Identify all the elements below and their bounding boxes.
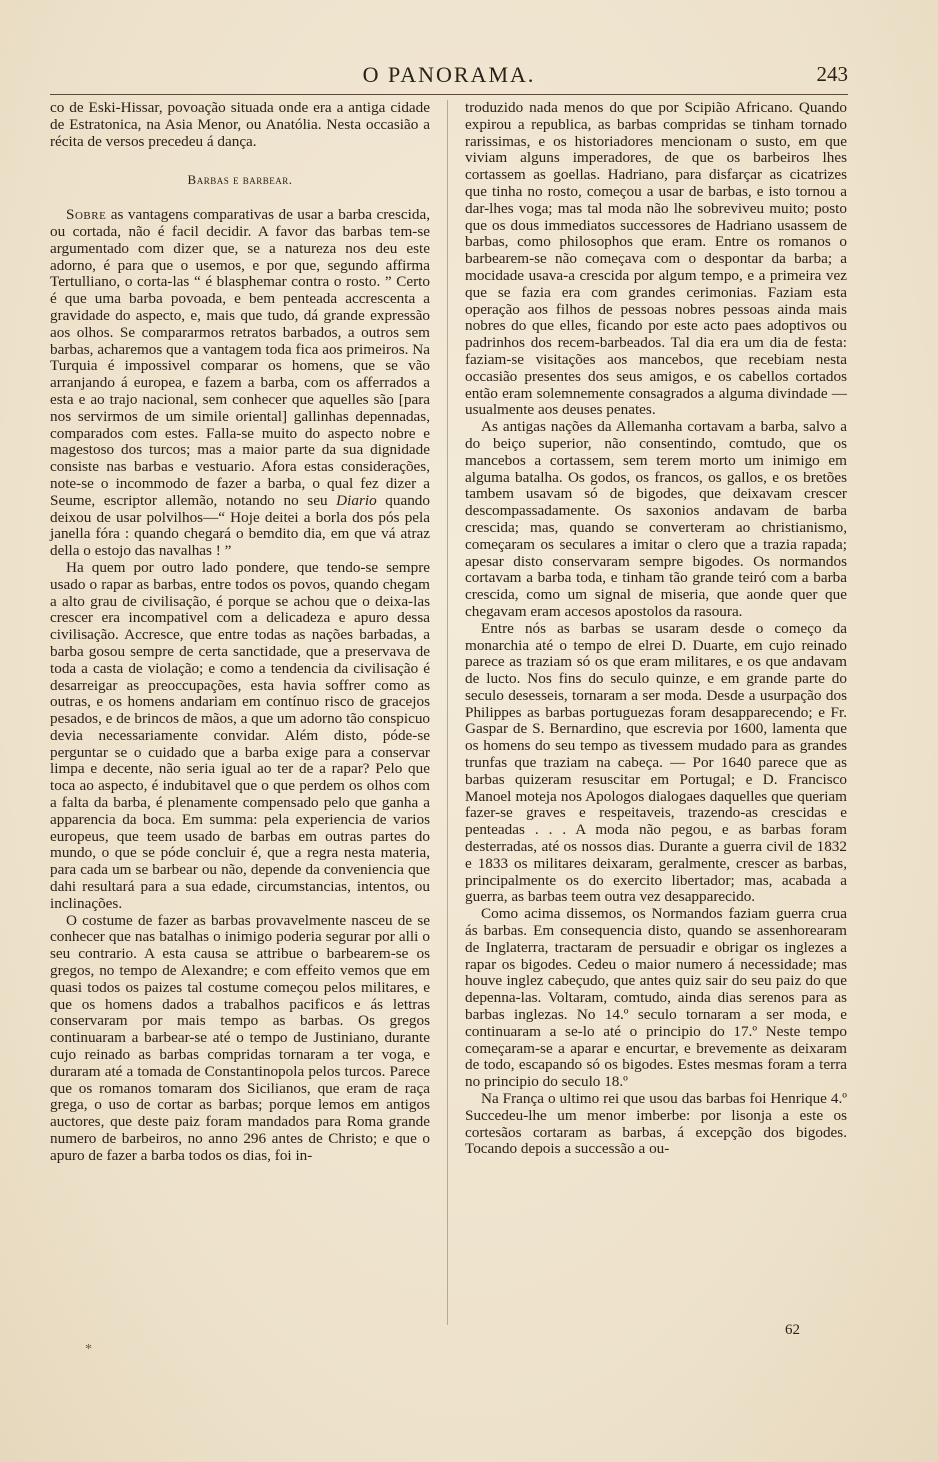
paragraph: O costume de fazer as barbas provavelmente nasceu de se conhecer que nas batalhas o inimigo poderia segurar por alli o seu contrario. A esta causa se attribue o barbearem-se os gregos, no tempo de Alexandre; e com effeito vemos que em quasi todos os paizes tal costume começou pelos militares, e que os homens dados a trabalhos pacificos e ás lettras conservaram por mais tempo as barbas. Os gregos continuaram a barbear-se até o tempo de Justiniano, durante cujo reinado as barbas compridas tornaram a ter voga, e duraram até a tomada de Constantinopola pelos turcos. Parece que os romanos tomaram dos Sicilianos, que eram de raça grega, o uso de cortar as barbas; porque lemos em antigos auctores, que deste paiz foram mandados para Roma grande numero de barbeiros, no anno 296 antes de Christo; e que o apuro de fazer a barba todos os dias, foi in- [50,911,430,1164]
paragraph: Como acima dissemos, os Normandos faziam guerra crua ás barbas. Em consequencia disto, quando se assenhorearam de Inglaterra, tractaram de persuadir e obrigar os inglezes a rapar os bigodes. Cedeu o maior numero á necessidade; mas houve inglez cabeçudo, que antes quiz sair do seu paiz do que depenna-las. Voltaram, comtudo, ainda dias serenos para as barbas inglezas. No 14.º seculo tornaram a ser moda, e continuaram a se-lo até o principio do 17.º Neste tempo começaram-se a aparar e encurtar, e brevemente as deixaram de todo, escapando só os bigodes. Estes mesmas foram a terra no principio do seculo 18.º [465,905,847,1091]
printer-mark: * [85,1342,92,1357]
page-header [50,62,848,90]
paragraph-intro [50,207,430,560]
page-number: 243 [816,62,848,86]
paragraph: Na França o ultimo rei que usou das barbas foi Henrique 4.º Succedeu-lhe um menor imberbe: por lisonja a este os cortesãos cortaram as barbas, á excepção dos bigodes. Tocando depois a successão a ou- [465,1090,847,1158]
section-title: Barbas e barbear. [187,172,293,188]
continued-paragraph: troduzido nada menos do que por Scipião Africano. Quando expirou a republica, as barbas compridas se tinham tornado rarissimas, e os historiadores mencionam o susto, em que viviam alguns imperadores, de que os barbeiros lhes cortassem as goellas. Hadriano, para disfarçar as cicatrizes que tinha no rosto, começou a usar de barbas, e isto tornou a dar-lhes voga; mas tal moda não lhe sobreviveu muito; posto que os dous immediatos successores de Hadriano usassem de barbas, como philosophos que eram. Entre os romanos o barbearem-se não começava com o despontar da barba; a mocidade usava-a crescida por algum tempo, e a primeira vez que se fazia era com grandes cerimonias. Faziam esta operação aos filhos de pessoas nobres pessoas ainda mais nobres do que elles, ficando por este acto paes adoptivos ou padrinhos dos recem-barbeados. Tal dia era um dia de festa: faziam-se visitações aos mancebos, que recebiam nesta occasião presentes dos seus amigos, e os cabellos cortados então eram solemnemente consagrados a alguma divindade — usualmente aos deuses penates. [465,99,847,419]
paragraph-intro-end: quando deixou de usar polvilhos—“ Hoje deitei a borla dos pós pela janella fóra : quando chegará o bemdito dia, em que vá atraz della o estojo das navalhas ! ” [50,491,430,560]
left-column [50,100,430,1165]
paragraph: Entre nós as barbas se usaram desde o começo da monarchia até o tempo de elrei D. Duarte, em cujo reinado parece as traziam só os que eram militares, e os que andavam de lucto. Nos fins do seculo quinze, e em grande parte do seculo desesseis, tornaram a ser moda. Desde a usurpação dos Philippes as barbas portuguezas foram desapparecendo; e Fr. Gaspar de S. Bernardino, que escrevia por 1600, lamenta que os homens do seu tempo as tivessem mudado para as grandes trunfas que traziam na cabeça. — Por 1640 parece que as barbas quizeram resuscitar em Portugal; e D. Francisco Manoel moteja nos Apologos dialogaes daquelles que queriam fazer-se graves e respeitaveis, trazendo-as crescidas e penteadas . . . A moda não pegou, e as barbas foram desterradas, até os nossos dias. Durante a guerra civil de 1832 e 1833 os militares deixaram, geralmente, crescer as barbas, principalmente os do exercito libertador; mas, acabada a guerra, as barbas teem outra vez desapparecido. [465,619,847,906]
header-rule [50,94,848,95]
column-divider [447,100,448,1325]
italic-title: Diario [336,491,377,509]
right-column [465,100,847,1158]
lead-word: Sobre [66,206,107,224]
signature-mark: 62 [785,1322,800,1338]
paragraph: As antigas nações da Allemanha cortavam a barba, salvo a do beiço superior, não consentindo, comtudo, que os mancebos a cortassem, sem terem morto um inimigo em alguma batalha. Os godos, os francos, os gallos, e os bretões tambem usavam só de bigodes, que deixavam crescer descompassadamente. Os saxonios andavam de barba crescida; mas, quando se converteram ao christianismo, começaram os seculares a imitar o clero que a trazia rapada; apesar disto conservaram sempre bigodes. Os normandos cortavam a barba toda, e tinham tão grande teiró com a barba crescida, como um signal de miseria, que aonde quer que chegavam eram accesos apostolos da rasoura. [465,418,847,620]
journal-title: O PANORAMA. [362,62,536,87]
paragraph: Ha quem por outro lado pondere, que tendo-se sempre usado o rapar as barbas, entre todos os povos, quando chegam a alto grau de civilisação, é porque se achou que o deixa-las crescer era incompativel com a delicadeza e apuro dessa civilisação. Accresce, que entre todas as nações barbadas, a barba gosou sempre de certa sanctidade, que a preservava de toda a casta de violação; e como a tendencia da civilisação é desarreigar as preoccupações, esta havia soffrer como as outras, e os homens andariam em contínuo risco de gracejos pesados, e de brincos de mãos, a que um adorno tão conspicuo devia necessariamente convidar. Além disto, póde-se perguntar se o cuidado que a barba exige para a conservar limpa e decente, não seria igual ao ter de a rapar? Pelo que toca ao aspecto, é indubitavel que o que perdem os olhos com a falta da barba, é plenamente compensado pelo que ganha a apparencia da boca. Em summa: pela experiencia de varios europeus, que teem usado de barbas em outras partes do mundo, o que se póde concluir é, que a regra nesta materia, para cada um se barbear ou não, depende da conveniencia que dahi resultará para a sua edade, circumstancias, intentos, ou inclinações. [50,558,431,912]
continued-paragraph: co de Eski-Hissar, povoação situada onde era a antiga cidade de Estratonica, na Asia Menor, ou Anatólia. Nesta occasião a récita de versos precedeu á dança. [50,99,430,150]
paragraph-intro-text: as vantagens comparativas de usar a barba crescida, ou cortada, não é facil decidir. A favor das barbas tem-se argumentado com dizer que, se a natureza nos deu este adorno, é para que o usemos, e por que, segundo affirma Tertulliano, o corta-las “ é blasphemar contra o rosto. ” Certo é que uma barba povoada, e bem penteada accrescenta a gravidade do aspecto, e, mais que tudo, dá grande expressão aos olhos. Se compararmos retratos barbados, a outros sem barbas, acharemos que a vantagem toda fica aos primeiros. Na Turquia é impossivel comparar os homens, que se vão arranjando á europea, e fazem a barba, com os afferrados a esta e ao trajo nacional, sem conhecer que aquelles são [para nos servirmos de um simile oriental] gallinhas depennadas, comparados com estes. Falla-se muito do aspecto nobre e magestoso dos turcos; mas a maior parte da sua dignidade consiste nas barbas e vestuario. Afora estas considerações, note-se o incommodo de fazer a barba, o qual fez dizer a Seume, escriptor allemão, notando no seu [50,206,430,509]
